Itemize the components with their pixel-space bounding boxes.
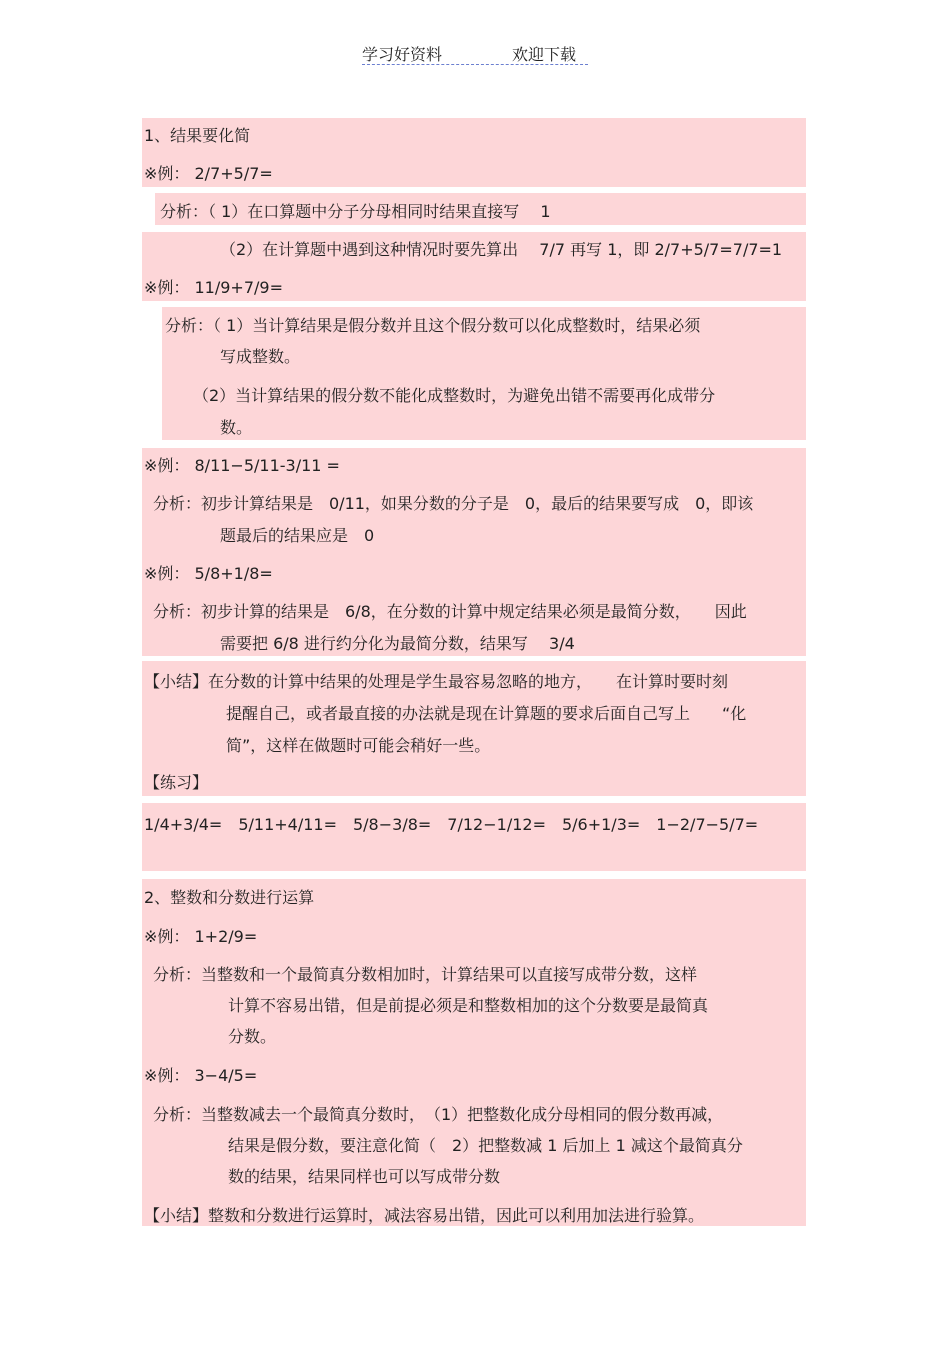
- summary-line: 提醒自己，或者最直接的办法就是现在计算题的要求后面自己写上 “化: [226, 704, 747, 723]
- practice-line: 1/4+3/4= 5/11+4/11= 5/8−3/8= 7/12−1/12= 5/6+1/3= 1−2/7−5/7=: [144, 815, 759, 834]
- analysis-line: 结果是假分数，要注意化简（ 2）把整数减 1 后加上 1 减这个最简真分: [228, 1136, 743, 1155]
- analysis-line: 分析：当整数减去一个最简真分数时， （1）把整数化成分母相同的假分数再减，: [153, 1105, 724, 1124]
- analysis-line: （2）当计算结果的假分数不能化成整数时，为避免出错不需要再化成带分: [193, 386, 716, 405]
- analysis-line: 分析：（ 1）当计算结果是假分数并且这个假分数可以化成整数时，结果必须: [165, 316, 701, 335]
- page-header: [362, 40, 588, 65]
- analysis-line: 分数。: [228, 1027, 277, 1046]
- example-line: ※例： 8/11−5/11-3/11 =: [144, 456, 340, 475]
- analysis-line: 题最后的结果应是 0: [220, 526, 375, 545]
- practice-label: 【练习】: [144, 773, 209, 792]
- highlight-block: [142, 448, 806, 656]
- example-line: ※例： 1+2/9=: [144, 927, 258, 946]
- analysis-line: 分析：（ 1）在口算题中分子分母相同时结果直接写 1: [160, 202, 551, 221]
- header-right: 欢迎下载: [512, 45, 577, 64]
- example-line: ※例： 3−4/5=: [144, 1066, 258, 1085]
- analysis-line: 写成整数。: [220, 347, 301, 366]
- example-line: ※例： 5/8+1/8=: [144, 564, 273, 583]
- analysis-line: 分析：初步计算的结果是 6/8，在分数的计算中规定结果必须是最简分数， 因此: [153, 602, 747, 621]
- analysis-line: 数的结果，结果同样也可以写成带分数: [228, 1167, 501, 1186]
- section-title: 2、整数和分数进行运算: [144, 888, 315, 907]
- summary-line: 简”，这样在做题时可能会稍好一些。: [226, 736, 491, 755]
- analysis-line: 分析：当整数和一个最简真分数相加时，计算结果可以直接写成带分数，这样: [153, 965, 698, 984]
- section-title: 1、结果要化简: [144, 126, 251, 145]
- summary-line: 【小结】在分数的计算中结果的处理是学生最容易忽略的地方， 在计算时要时刻: [144, 672, 729, 691]
- header-left: 学习好资料: [362, 45, 443, 64]
- analysis-line: 数。: [220, 418, 253, 437]
- example-line: ※例： 11/9+7/9=: [144, 278, 283, 297]
- analysis-line: 分析：初步计算结果是 0/11，如果分数的分子是 0，最后的结果要写成 0，即该: [153, 494, 754, 513]
- analysis-line: 需要把 6/8 进行约分化为最简分数，结果写 3/4: [220, 634, 575, 653]
- analysis-line: （2）在计算题中遇到这种情况时要先算出 7/7 再写 1，即 2/7+5/7=7/7=1: [220, 240, 783, 259]
- analysis-line: 计算不容易出错，但是前提必须是和整数相加的这个分数要是最简真: [228, 996, 709, 1015]
- summary-line: 【小结】整数和分数进行运算时，减法容易出错，因此可以利用加法进行验算。: [144, 1206, 705, 1225]
- highlight-block: [142, 803, 806, 871]
- example-line: ※例： 2/7+5/7=: [144, 164, 273, 183]
